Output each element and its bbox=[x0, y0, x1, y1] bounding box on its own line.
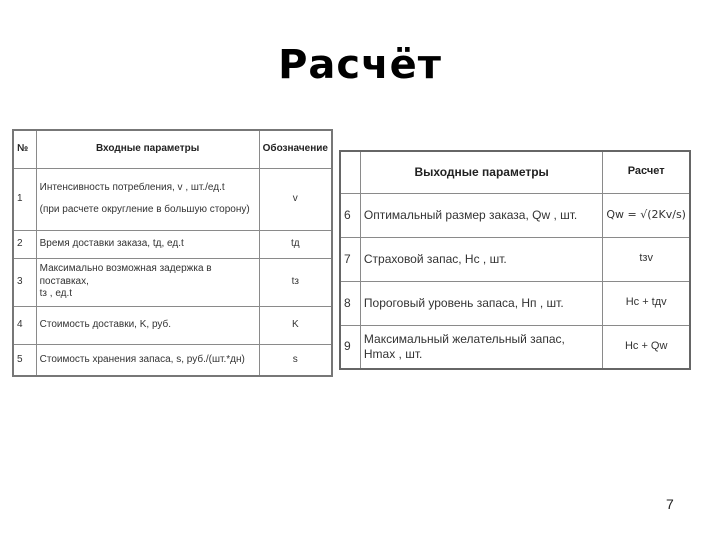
row-symbol: K bbox=[259, 306, 332, 344]
row-param: Пороговый уровень запаса, Hп , шт. bbox=[360, 281, 602, 325]
row-symbol: v bbox=[259, 168, 332, 230]
row-param: Максимальный желательный запас, Hmax , шт. bbox=[360, 325, 602, 369]
header-number: № bbox=[13, 130, 36, 168]
row-number: 2 bbox=[13, 230, 36, 258]
row-number: 1 bbox=[13, 168, 36, 230]
row-number: 8 bbox=[340, 281, 360, 325]
row-symbol: s bbox=[259, 344, 332, 376]
row-param: Стоимость хранения запаса, s, руб./(шт.*дн) bbox=[36, 344, 259, 376]
row-param: Время доставки заказа, tд, ед.t bbox=[36, 230, 259, 258]
row-param bbox=[36, 258, 259, 306]
table-row bbox=[340, 281, 690, 325]
row-symbol: tд bbox=[259, 230, 332, 258]
header-symbol: Обозначение bbox=[259, 130, 332, 168]
row-symbol: tз bbox=[259, 258, 332, 306]
row-param: Страховой запас, Hc , шт. bbox=[360, 237, 602, 281]
slide-title: Расчёт bbox=[278, 42, 442, 88]
table-row bbox=[13, 344, 332, 376]
table-row bbox=[340, 325, 690, 369]
table-row bbox=[13, 306, 332, 344]
table-row bbox=[13, 258, 332, 306]
row-number: 5 bbox=[13, 344, 36, 376]
row-param bbox=[36, 168, 259, 230]
output-parameters-table bbox=[339, 150, 691, 370]
row-number: 3 bbox=[13, 258, 36, 306]
header-calculation: Расчет bbox=[603, 151, 690, 193]
table-row bbox=[13, 230, 332, 258]
param-line: Интенсивность потребления, v , шт./ед.t bbox=[39, 181, 225, 193]
row-number: 7 bbox=[340, 237, 360, 281]
row-formula: Hc + tдv bbox=[603, 281, 690, 325]
header-number bbox=[340, 151, 360, 193]
header-input-params: Входные параметры bbox=[36, 130, 259, 168]
input-parameters-table bbox=[12, 129, 333, 377]
table-header-row bbox=[13, 130, 332, 168]
table-row bbox=[340, 237, 690, 281]
param-line: Максимально возможная задержка в поставках, bbox=[39, 263, 212, 287]
row-formula: tзv bbox=[603, 237, 690, 281]
table-row bbox=[13, 168, 332, 230]
param-note: (при расчете округление в большую сторону) bbox=[39, 204, 250, 215]
table-row bbox=[340, 193, 690, 237]
row-param: Оптимальный размер заказа, Qw , шт. bbox=[360, 193, 602, 237]
page-number: 7 bbox=[666, 496, 674, 512]
row-number: 9 bbox=[340, 325, 360, 369]
row-formula: Qw = √(2Kv/s) bbox=[603, 193, 690, 237]
header-output-params: Выходные параметры bbox=[360, 151, 602, 193]
row-number: 4 bbox=[13, 306, 36, 344]
row-formula: Hc + Qw bbox=[603, 325, 690, 369]
row-number: 6 bbox=[340, 193, 360, 237]
row-param: Стоимость доставки, K, руб. bbox=[36, 306, 259, 344]
param-line-2: tз , ед.t bbox=[39, 288, 73, 300]
table-header-row bbox=[340, 151, 690, 193]
